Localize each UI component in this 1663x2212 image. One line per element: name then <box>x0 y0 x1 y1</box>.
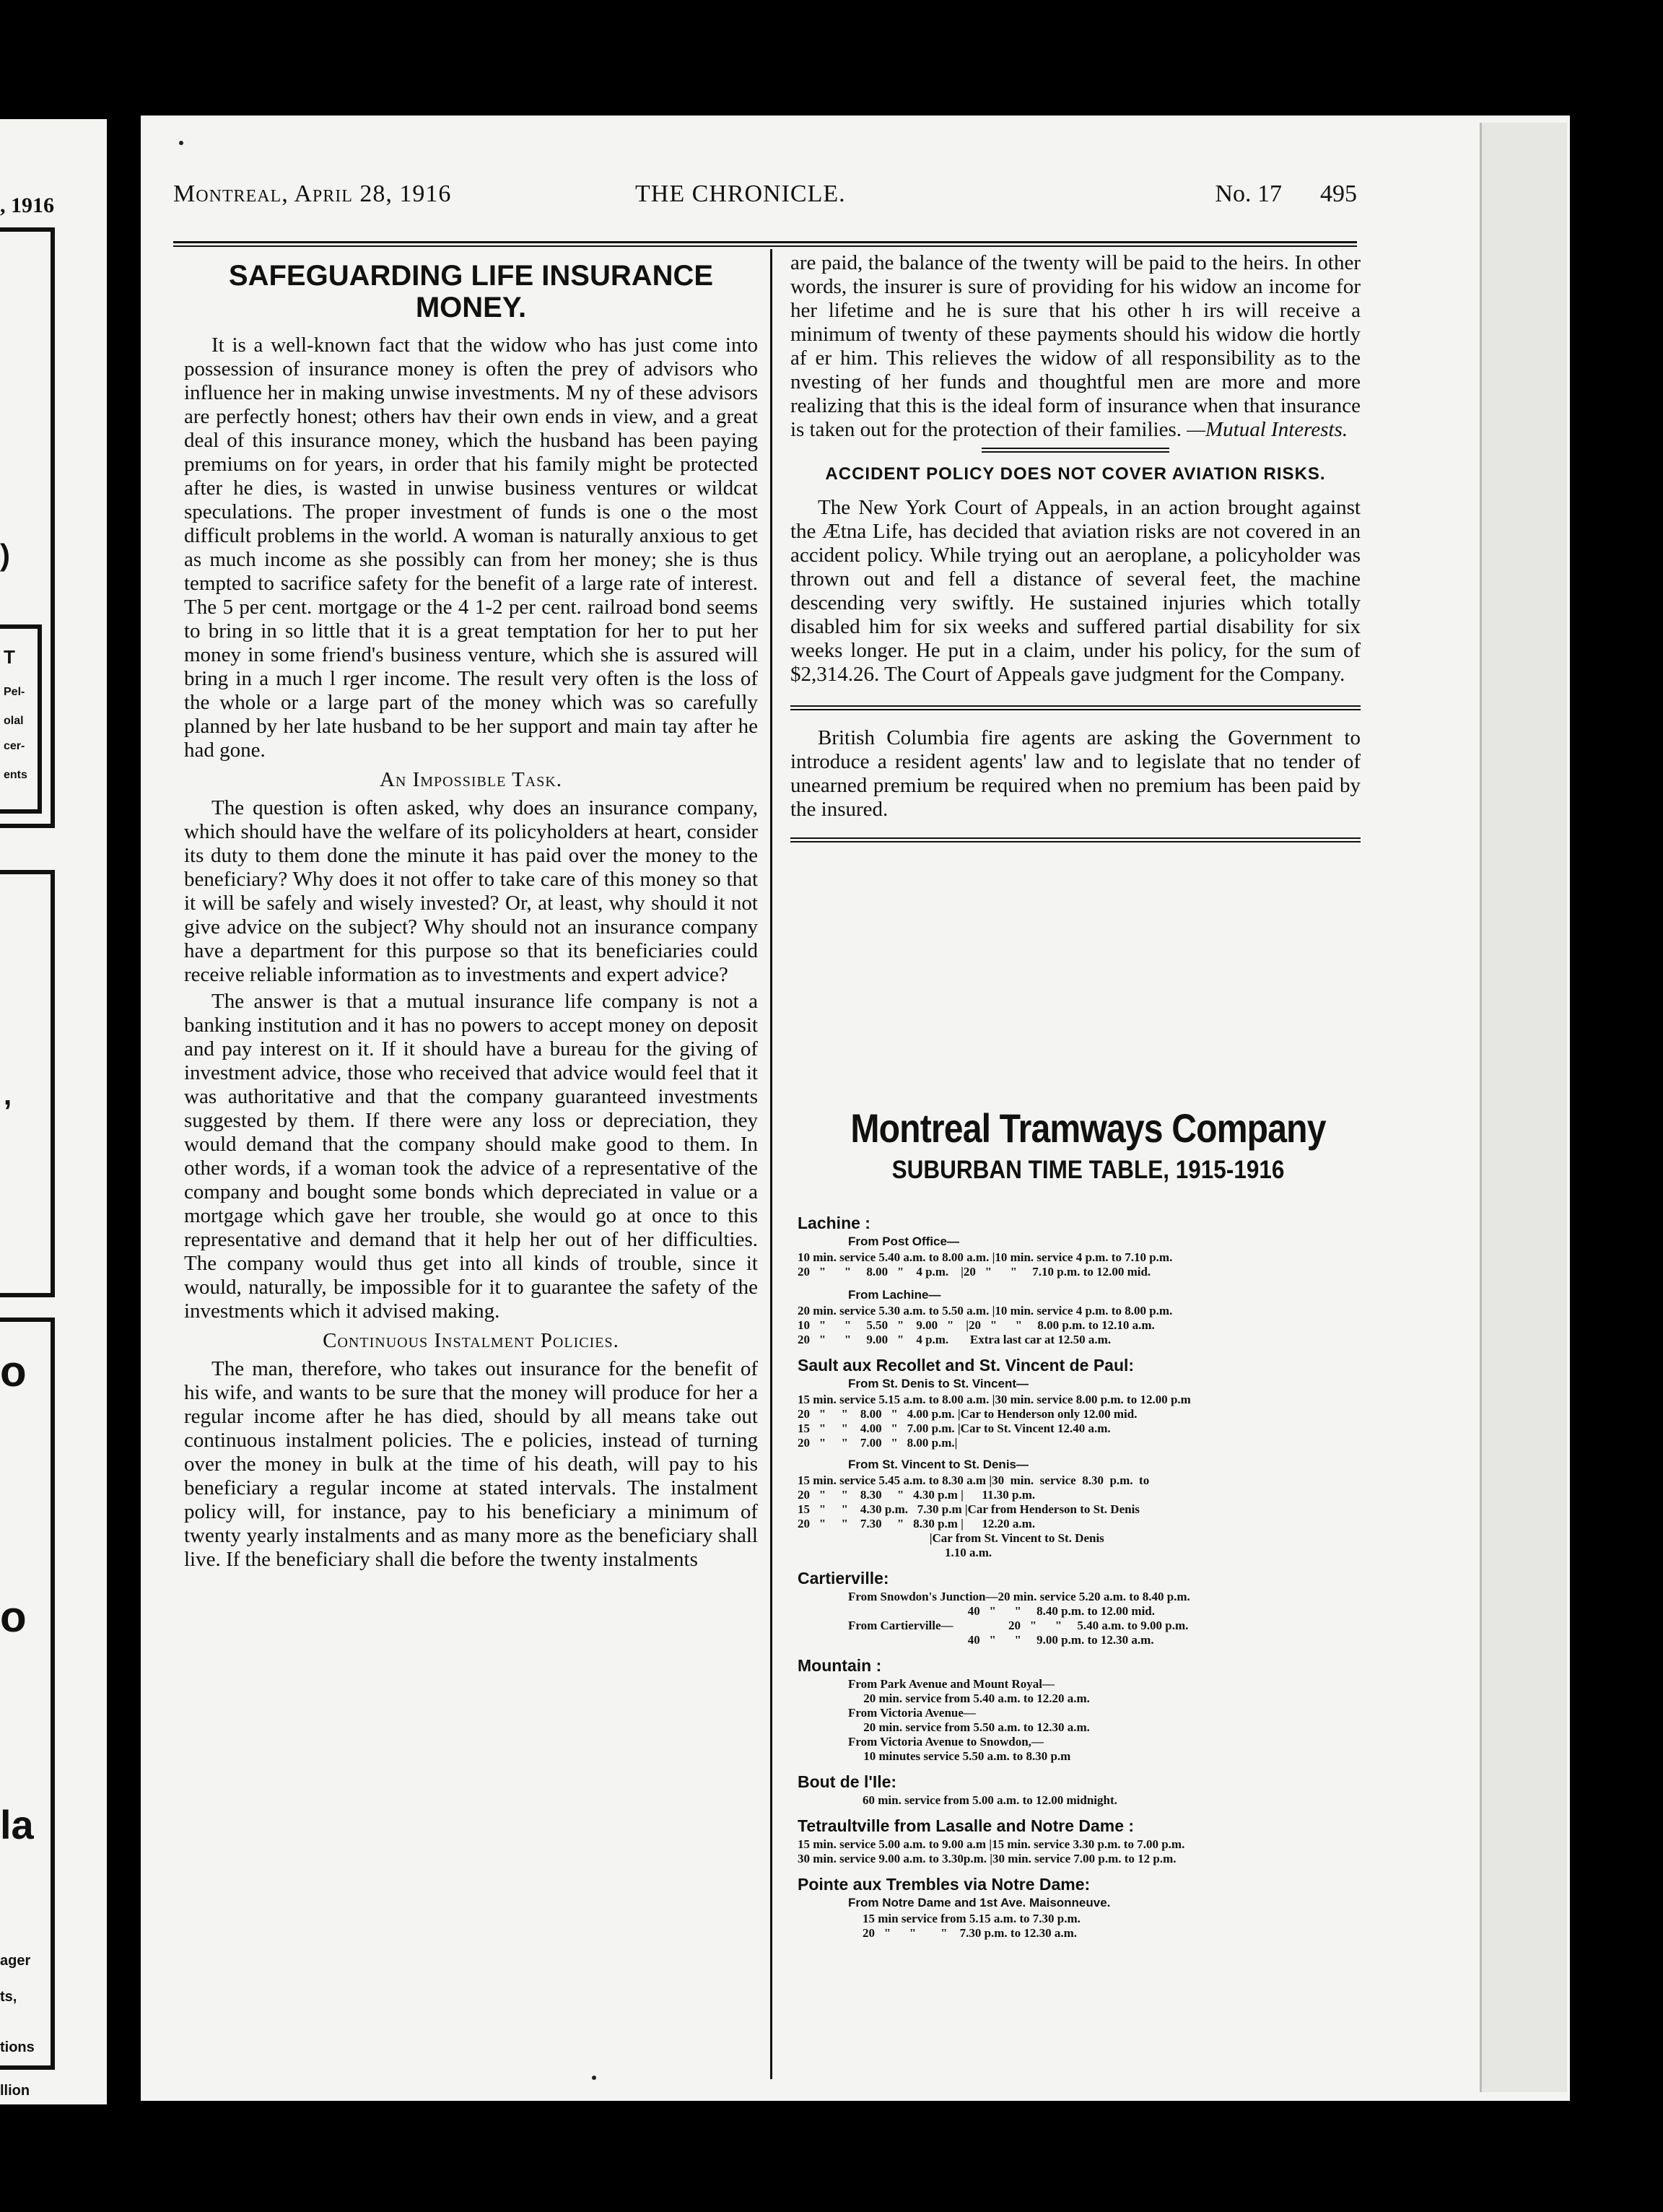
timetable-line: 10 minutes service 5.50 a.m. to 8.30 p.m <box>848 1749 1071 1763</box>
continuation-source: —Mutual Interests. <box>1187 418 1348 441</box>
print-speck <box>592 2076 596 2080</box>
timetable-line: 20 min. service from 5.50 a.m. to 12.30 a.m. <box>848 1720 1090 1734</box>
timetable-line: From Snowdon's Junction—20 min. service 5.20 a.m. to 8.40 p.m. <box>848 1590 1190 1603</box>
timetable-line: 20 " " 9.00 " 4 p.m. Extra last car at 12.50 a.m. <box>798 1333 1112 1346</box>
prev-fragment: la <box>0 1802 34 1847</box>
timetable-line: 15 min. service 5.45 a.m. to 8.30 a.m |30 min. service 8.30 p.m. to <box>798 1473 1150 1487</box>
timetable-line: 20 " " 8.00 " 4.00 p.m. |Car to Henderson only 12.00 mid. <box>798 1407 1138 1421</box>
continuation-paragraph <box>790 251 1361 442</box>
timetable-line: 20 " " 8.00 " 4 p.m. |20 " " 7.10 p.m. to 12.00 mid. <box>798 1265 1151 1279</box>
article-title: SAFEGUARDING LIFE INSURANCE MONEY. <box>228 260 714 323</box>
timetable-line: 15 " " 4.00 " 7.00 p.m. |Car to St. Vincent 12.40 a.m. <box>798 1421 1111 1435</box>
timetable-line: From Victoria Avenue— <box>848 1706 976 1720</box>
timetable-line: From Cartierville— 20 " " 5.40 a.m. to 9.00 p.m. <box>848 1619 1189 1632</box>
timetable-line: 40 " " 9.00 p.m. to 12.30 a.m. <box>848 1633 1154 1647</box>
article-paragraph: The answer is that a mutual insurance life company is not a banking institution and it has no powers to accept money on deposit and pay interest on it. If it should have a bureau for the giving of investment advice, those who received that advice would feel that it was authoritative and that the company guaranteed investments suggested by them. If there were any loss or depreciation, they would demand that the company should make good to them. In other words, if a woman took the advice of a representative of the company and bought some bonds which depreciated in value or a mortgage which gave her trouble, she would go at once to this representative and demand that it help her out of her difficulties. The company would thus get into all kinds of trouble, since it would, naturally, be impossible for it to guarantee the safety of the investments which it advised making. <box>184 990 758 1323</box>
header-date: Montreal, April 28, 1916 <box>173 180 452 207</box>
prev-fragment: T <box>4 646 15 668</box>
timetable-from: From Notre Dame and 1st Ave. Maisonneuve. <box>848 1896 1111 1910</box>
article-separator <box>790 837 1361 842</box>
sault-heading: Sault aux Recollet and St. Vincent de Paul: <box>798 1356 1135 1375</box>
prev-fragment: ) <box>0 538 10 572</box>
timetable-line: From Victoria Avenue to Snowdon,— <box>848 1735 1044 1749</box>
tramways-advertisement <box>798 1105 1379 1941</box>
header-issue <box>1215 180 1357 208</box>
prev-header-fragment: , 1916 <box>0 193 54 217</box>
timetable-line: 15 min. service 5.15 a.m. to 8.00 a.m. |30 min. service 8.00 p.m. to 12.00 p.m <box>798 1393 1191 1406</box>
timetable-line: 60 min. service from 5.00 a.m. to 12.00 midnight. <box>863 1793 1117 1807</box>
page-number: 495 <box>1320 180 1357 207</box>
timetable-line: 20 min. service from 5.40 a.m. to 12.20 a.m. <box>848 1691 1090 1705</box>
timetable-line: 40 " " 8.40 p.m. to 12.00 mid. <box>848 1604 1155 1618</box>
header-rule <box>173 241 1357 243</box>
timetable-line: 20 " " 7.00 " 8.00 p.m.| <box>798 1436 958 1450</box>
prev-fragment: ents <box>4 769 27 781</box>
right-column <box>790 251 1361 842</box>
ad-subtitle: SUBURBAN TIME TABLE, 1915-1916 <box>891 1156 1285 1184</box>
section-heading: Continuous Instalment Policies. <box>323 1329 619 1352</box>
bout-heading: Bout de l'Ile: <box>798 1772 897 1791</box>
timetable-line: |Car from St. Vincent to St. Denis <box>798 1531 1104 1545</box>
cartierville-heading: Cartierville: <box>798 1569 889 1588</box>
left-column <box>184 260 758 1575</box>
timetable-line: From Park Avenue and Mount Royal— <box>848 1677 1055 1691</box>
column-divider <box>770 249 772 2079</box>
timetable-line: 20 " " 7.30 " 8.30 p.m | 12.20 a.m. <box>798 1517 1036 1530</box>
continuation-text: are paid, the balance of the twenty will be paid to the heirs. In other words, the insurer is sure of providing for his widow an income for her lifetime and he is sure that his other h irs will receive a minimum of twenty of these payments should his widow die hortly af er him. This relieves the widow of all responsibility as to the nvesting of her funds and thoughtful men are more and more realizing that this is the ideal form of insurance when that insurance is taken out for the protection of their families. <box>790 251 1361 441</box>
pointe-heading: Pointe aux Trembles via Notre Dame: <box>798 1875 1091 1894</box>
timetable-line: 10 min. service 5.40 a.m. to 8.00 a.m. |10 min. service 4 p.m. to 7.10 p.m. <box>798 1250 1173 1264</box>
prev-fragment: olal <box>4 715 24 727</box>
ad-company-name: Montreal Tramways Company <box>850 1105 1326 1151</box>
timetable-line: 20 min. service 5.30 a.m. to 5.50 a.m. |10 min. service 4 p.m. to 8.00 p.m. <box>798 1304 1173 1318</box>
timetable-from: From St. Vincent to St. Denis— <box>848 1458 1029 1471</box>
mountain-heading: Mountain : <box>798 1656 882 1675</box>
article-separator <box>790 705 1361 710</box>
print-speck <box>179 141 183 145</box>
article-paragraph: The question is often asked, why does an insurance company, which should have the welfare of its policyholders at heart, consider its duty to them done the minute it has paid over the money to the beneficiary? Why does it not offer to take care of this money so that it will be safely and wisely invested? Or, at least, why should it not give advice on the subject? Why should not an insurance company have a department for this purpose so that its beneficiaries could receive reliable information as to investments and expert advice? <box>184 796 758 986</box>
prev-fragment: Pel- <box>4 686 25 698</box>
article-2-title: ACCIDENT POLICY DOES NOT COVER AVIATION RISKS. <box>825 464 1326 484</box>
article-separator <box>982 448 1169 453</box>
prev-fragment: o <box>0 1347 27 1395</box>
timetable-from: From Post Office— <box>848 1235 959 1248</box>
timetable-line: 15 " " 4.30 p.m. 7.30 p.m |Car from Henderson to St. Denis <box>798 1502 1140 1516</box>
prev-fragment: ts, <box>0 1989 17 2005</box>
timetable-line: 20 " " 8.30 " 4.30 p.m | 11.30 p.m. <box>798 1488 1036 1502</box>
article-paragraph: It is a well-known fact that the widow who has just come into possession of insurance money is often the prey of advisors who influence her in making unwise investments. M ny of these advisors are perfectly honest; others hav their own ends in view, and a great deal of this insurance money, which the husband has been paying premiums on for years, in order that his family might be protected after he dies, is wasted in unwise business ventures or wildcat speculations. The proper investment of funds is one o the most difficult problems in the world. A woman is naturally anxious to get as much income as she possibly can from her money; she is thus tempted to sacrifice safety for the benefit of a large rate of interest. The 5 per cent. mortgage or the 4 1-2 per cent. railroad bond seems to bring in so little that it is a great temptation for her to put her money in some friend's business venture, which she is assured will bring in a much l rger income. The result very often is the loss of the whole or a large part of the money which was so carefully planned by her late husband to be her support and main tay after he had gone. <box>184 334 758 762</box>
timetable-line: 30 min. service 9.00 a.m. to 3.30p.m. |30 min. service 7.00 p.m. to 12 p.m. <box>798 1852 1177 1865</box>
tetraultville-heading: Tetraultville from Lasalle and Notre Dame : <box>798 1816 1135 1835</box>
issue-number: No. 17 <box>1215 180 1282 207</box>
page-header <box>173 180 1357 224</box>
prev-fragment: tions <box>0 2039 35 2055</box>
prev-fragment: cer- <box>4 740 25 752</box>
article-2-body: The New York Court of Appeals, in an action brought against the Ætna Life, has decided that aviation risks are not covered in an accident policy. While trying out an aeroplane, a policyholder was thrown out and fell a distance of several feet, the machine descending very swiftly. He sustained injuries which totally disabled him for six weeks and suffered partial disability for six weeks longer. He put in a claim, under his policy, for the sum of $2,314.26. The Court of Appeals gave judgment for the Company. <box>790 496 1361 686</box>
timetable-line: 20 " " " 7.30 p.m. to 12.30 a.m. <box>863 1926 1078 1940</box>
article-3-body: British Columbia fire agents are asking the Government to introduce a resident agents' law and to legislate that no tender of unearned premium be required when no premium has been paid by the insured. <box>790 726 1361 821</box>
timetable-from: From St. Denis to St. Vincent— <box>848 1377 1029 1390</box>
header-rule <box>173 245 1357 247</box>
timetable-line: 10 " " 5.50 " 9.00 " |20 " " 8.00 p.m. to 12.10 a.m. <box>798 1318 1155 1332</box>
header-publication: THE CHRONICLE. <box>635 180 846 207</box>
lachine-heading: Lachine : <box>798 1214 870 1232</box>
timetable-from: From Lachine— <box>848 1288 941 1302</box>
timetable-line: 15 min service from 5.15 a.m. to 7.30 p.m. <box>863 1912 1081 1925</box>
prev-fragment: ager <box>0 1953 31 1969</box>
previous-page-edge <box>0 119 107 2104</box>
section-heading: An Impossible Task. <box>379 768 563 791</box>
timetable-line: 1.10 a.m. <box>798 1546 992 1559</box>
prev-fragment: , <box>4 1079 12 1111</box>
article-paragraph: The man, therefore, who takes out insurance for the benefit of his wife, and wants to be sure that the money will produce for her a regular income after he has died, should by all means take out continuous instalment policies. The e policies, instead of turning over the money in bulk at the time of his death, will pay to his beneficiary a regular income at stated intervals. The instalment policy will, for instance, pay to his beneficiary a minimum of twenty yearly instalments and as many more as the beneficiary shall live. If the beneficiary shall die before the twenty instalments <box>184 1357 758 1571</box>
prev-fragment: o <box>0 1593 27 1641</box>
timetable-line: 15 min. service 5.00 a.m. to 9.00 a.m |15 min. service 3.30 p.m. to 7.00 p.m. <box>798 1837 1185 1851</box>
prev-fragment: llion <box>0 2083 30 2099</box>
page-edge <box>1480 123 1567 2092</box>
